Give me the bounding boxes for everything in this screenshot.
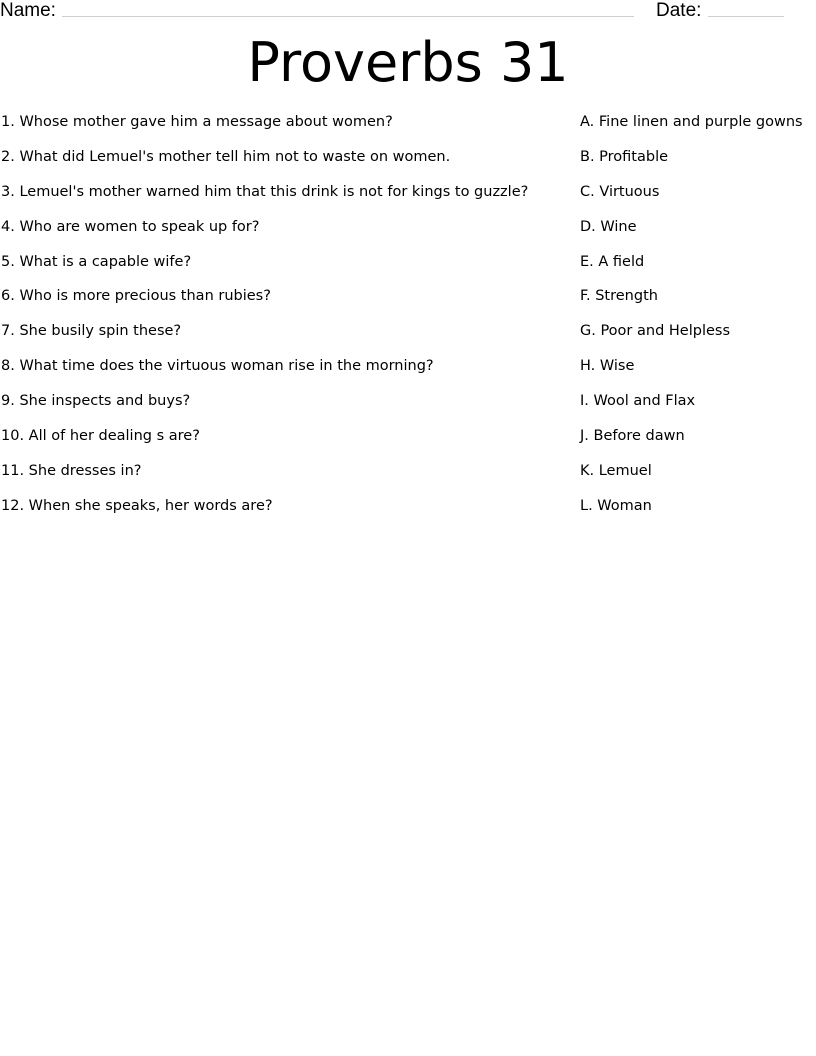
question-item: 5. What is a capable wife? <box>1 253 192 270</box>
name-label: Name: <box>0 0 56 21</box>
date-field-line[interactable] <box>708 16 784 17</box>
page-title: Proverbs 31 <box>247 31 569 94</box>
question-item: 9. She inspects and buys? <box>1 393 191 410</box>
answer-item: D. Wine <box>580 218 637 235</box>
answer-item: I. Wool and Flax <box>580 393 696 410</box>
question-item: 12. When she speaks, her words are? <box>1 497 273 514</box>
answer-item: H. Wise <box>580 358 635 375</box>
date-label: Date: <box>656 0 702 21</box>
name-field-line[interactable] <box>62 16 634 17</box>
answer-item: F. Strength <box>580 288 658 305</box>
answer-list <box>580 111 816 530</box>
answer-item: G. Poor and Helpless <box>580 323 730 340</box>
question-item: 7. She busily spin these? <box>1 323 182 340</box>
question-item: 4. Who are women to speak up for? <box>1 218 260 235</box>
answer-item: L. Woman <box>580 497 652 514</box>
worksheet-header <box>0 0 816 22</box>
answer-item: K. Lemuel <box>580 462 652 479</box>
question-item: 1. Whose mother gave him a message about women? <box>1 114 393 130</box>
question-item: 6. Who is more precious than rubies? <box>1 288 271 305</box>
answer-item: B. Profitable <box>580 148 669 165</box>
question-item: 3. Lemuel's mother warned him that this drink is not for kings to guzzle? <box>1 183 529 200</box>
question-item: 2. What did Lemuel's mother tell him not to waste on women. <box>1 148 451 165</box>
question-item: 10. All of her dealing s are? <box>1 428 200 445</box>
answer-item: J. Before dawn <box>580 428 685 445</box>
question-item: 11. She dresses in? <box>1 462 142 479</box>
answer-item: A. Fine linen and purple gowns <box>580 114 803 130</box>
question-list <box>1 111 571 530</box>
answer-item: E. A field <box>580 253 645 270</box>
question-item: 8. What time does the virtuous woman rise in the morning? <box>1 358 434 375</box>
answer-item: C. Virtuous <box>580 183 660 200</box>
